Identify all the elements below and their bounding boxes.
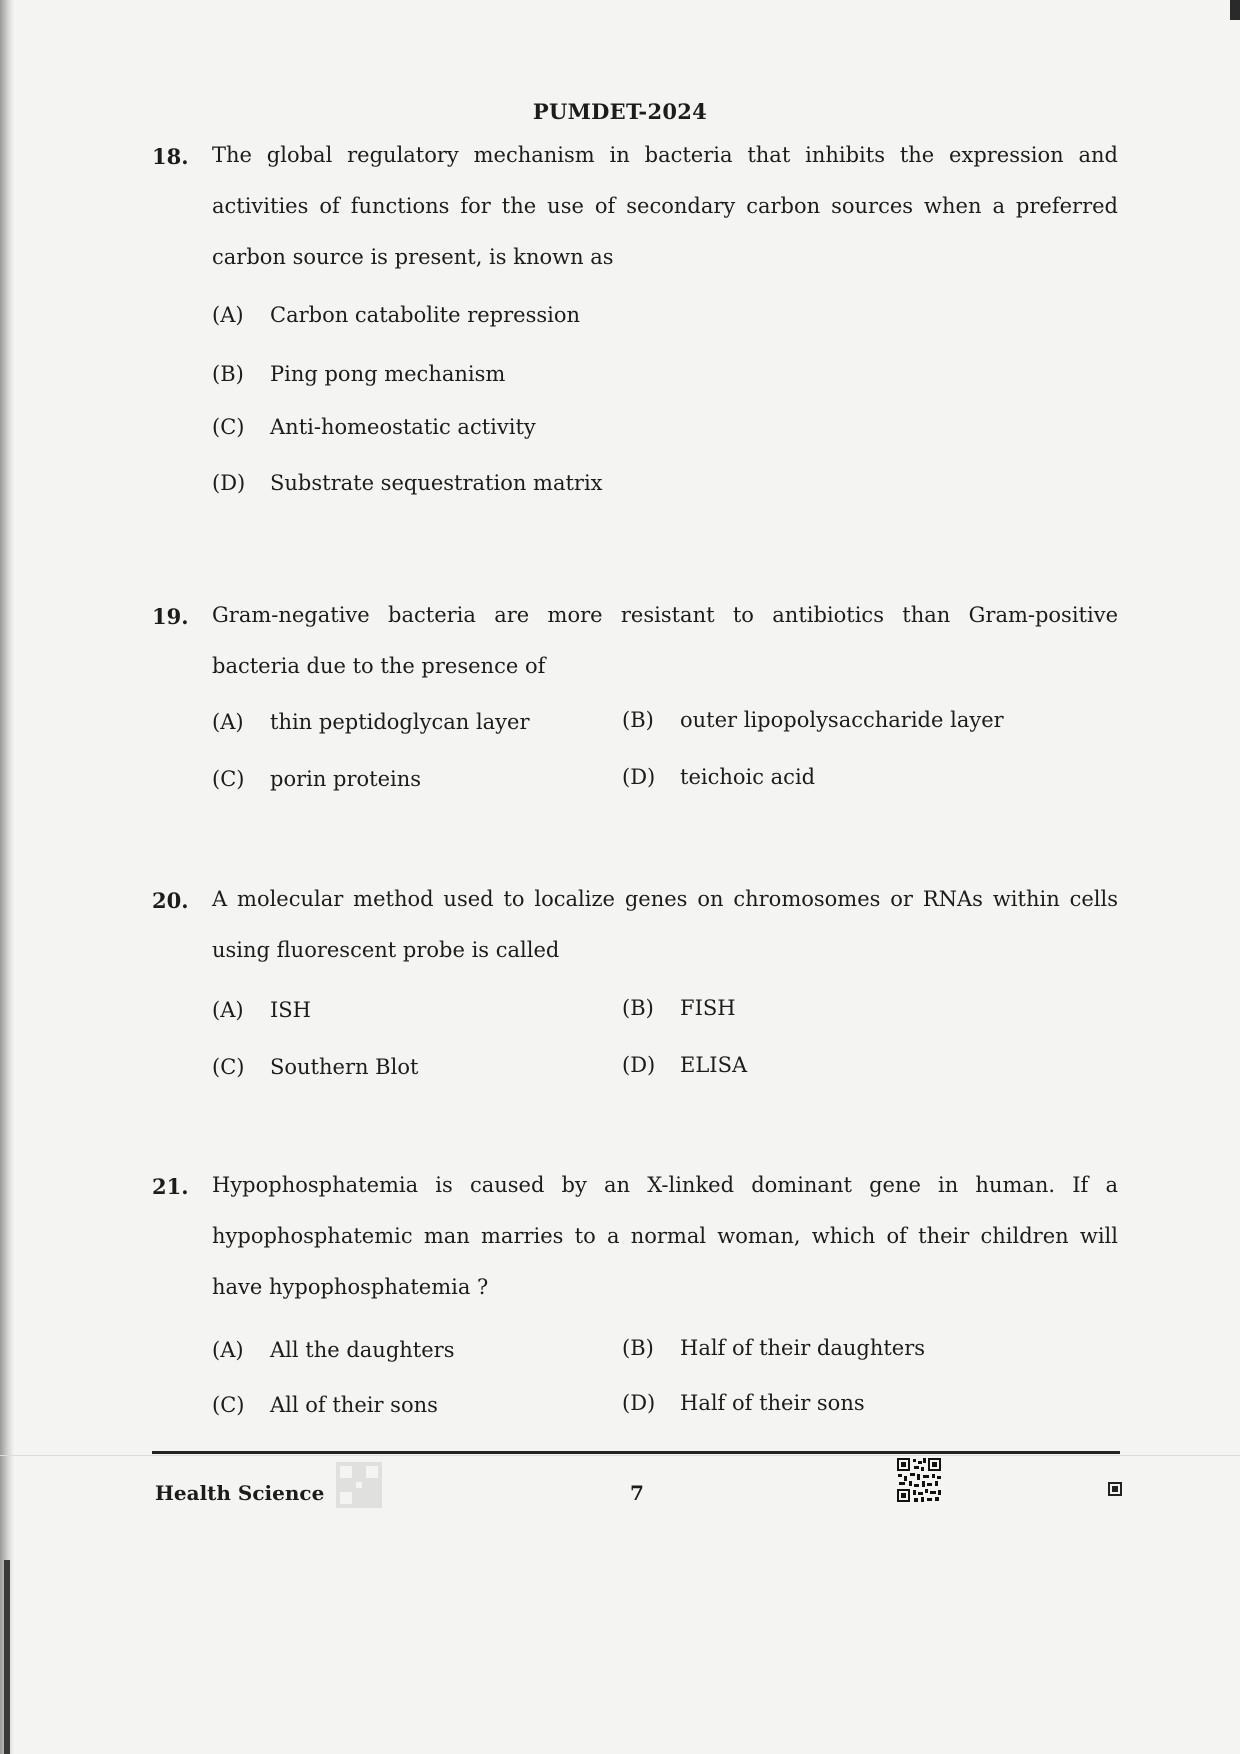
option-letter: (D) [622, 1391, 656, 1415]
option-a [212, 1338, 454, 1362]
option-text: outer lipopolysaccharide layer [680, 708, 1004, 732]
option-c [212, 1055, 418, 1079]
option-text: ISH [270, 998, 311, 1022]
question-number: 19. [152, 604, 189, 629]
option-d [622, 1391, 865, 1415]
qr-code-icon [896, 1457, 942, 1503]
option-text: Half of their sons [680, 1391, 865, 1415]
option-c [212, 1393, 438, 1417]
option-b [622, 1336, 925, 1360]
option-letter: (A) [212, 710, 244, 734]
option-text: All the daughters [270, 1338, 455, 1362]
page-header-title: PUMDET-2024 [532, 99, 708, 124]
question-21 [152, 1160, 1122, 1440]
scan-edge-shadow [0, 0, 14, 1754]
page-number: 7 [630, 1481, 644, 1505]
option-text: Anti-homeostatic activity [270, 415, 536, 439]
option-letter: (A) [212, 998, 244, 1022]
option-d [622, 765, 815, 789]
option-text: ELISA [680, 1053, 748, 1077]
option-letter: (D) [622, 765, 656, 789]
scan-binding-mark [4, 1560, 10, 1754]
option-letter: (D) [212, 471, 246, 495]
option-letter: (D) [622, 1053, 656, 1077]
question-text: Gram-negative bacteria are more resistant to antibiotics than Gram-positive bacteria due to the presence of [212, 603, 1118, 678]
option-text: teichoic acid [680, 765, 816, 789]
option-letter: (A) [212, 1338, 244, 1362]
question-20 [152, 874, 1122, 1094]
option-c [212, 767, 421, 791]
option-letter: (B) [622, 1336, 654, 1360]
question-number: 21. [152, 1174, 189, 1199]
option-letter: (B) [622, 708, 654, 732]
footer-rule [152, 1451, 1120, 1454]
question-text: A molecular method used to localize genes on chromosomes or RNAs within cells using fluorescent probe is called [212, 887, 1118, 962]
end-square-icon [1108, 1482, 1122, 1496]
option-letter: (C) [212, 767, 245, 791]
option-a [212, 303, 580, 327]
option-letter: (C) [212, 1055, 245, 1079]
option-letter: (A) [212, 303, 244, 327]
option-text: thin peptidoglycan layer [270, 710, 530, 734]
faint-qr-code-icon [336, 1462, 382, 1508]
question-text: The global regulatory mechanism in bacteria that inhibits the expression and activities of functions for the use of secondary carbon sources when a preferred carbon source is present, is known as [212, 143, 1118, 269]
page-fold-line [0, 1455, 1240, 1456]
question-number: 20. [152, 888, 189, 913]
scan-corner-mark [1230, 0, 1240, 20]
option-text: Substrate sequestration matrix [270, 471, 603, 495]
option-b [622, 996, 736, 1020]
option-letter: (B) [622, 996, 654, 1020]
option-b [212, 362, 505, 386]
option-text: porin proteins [270, 767, 422, 791]
option-b [622, 708, 1004, 732]
question-text: Hypophosphatemia is caused by an X-linked dominant gene in human. If a hypophosphatemic man marries to a normal woman, which of their children will have hypophosphatemia ? [212, 1173, 1118, 1299]
option-text: All of their sons [270, 1393, 438, 1417]
option-d [622, 1053, 747, 1077]
option-letter: (C) [212, 1393, 245, 1417]
question-18 [152, 130, 1122, 510]
question-number: 18. [152, 144, 189, 169]
option-a [212, 998, 311, 1022]
option-text: FISH [680, 996, 736, 1020]
option-c [212, 415, 536, 439]
option-letter: (C) [212, 415, 245, 439]
option-a [212, 710, 530, 734]
footer-subject: Health Science [155, 1481, 325, 1505]
option-text: Carbon catabolite repression [270, 303, 581, 327]
question-19 [152, 590, 1122, 810]
option-text: Southern Blot [270, 1055, 419, 1079]
option-d [212, 471, 603, 495]
option-text: Half of their daughters [680, 1336, 926, 1360]
option-text: Ping pong mechanism [270, 362, 506, 386]
option-letter: (B) [212, 362, 244, 386]
